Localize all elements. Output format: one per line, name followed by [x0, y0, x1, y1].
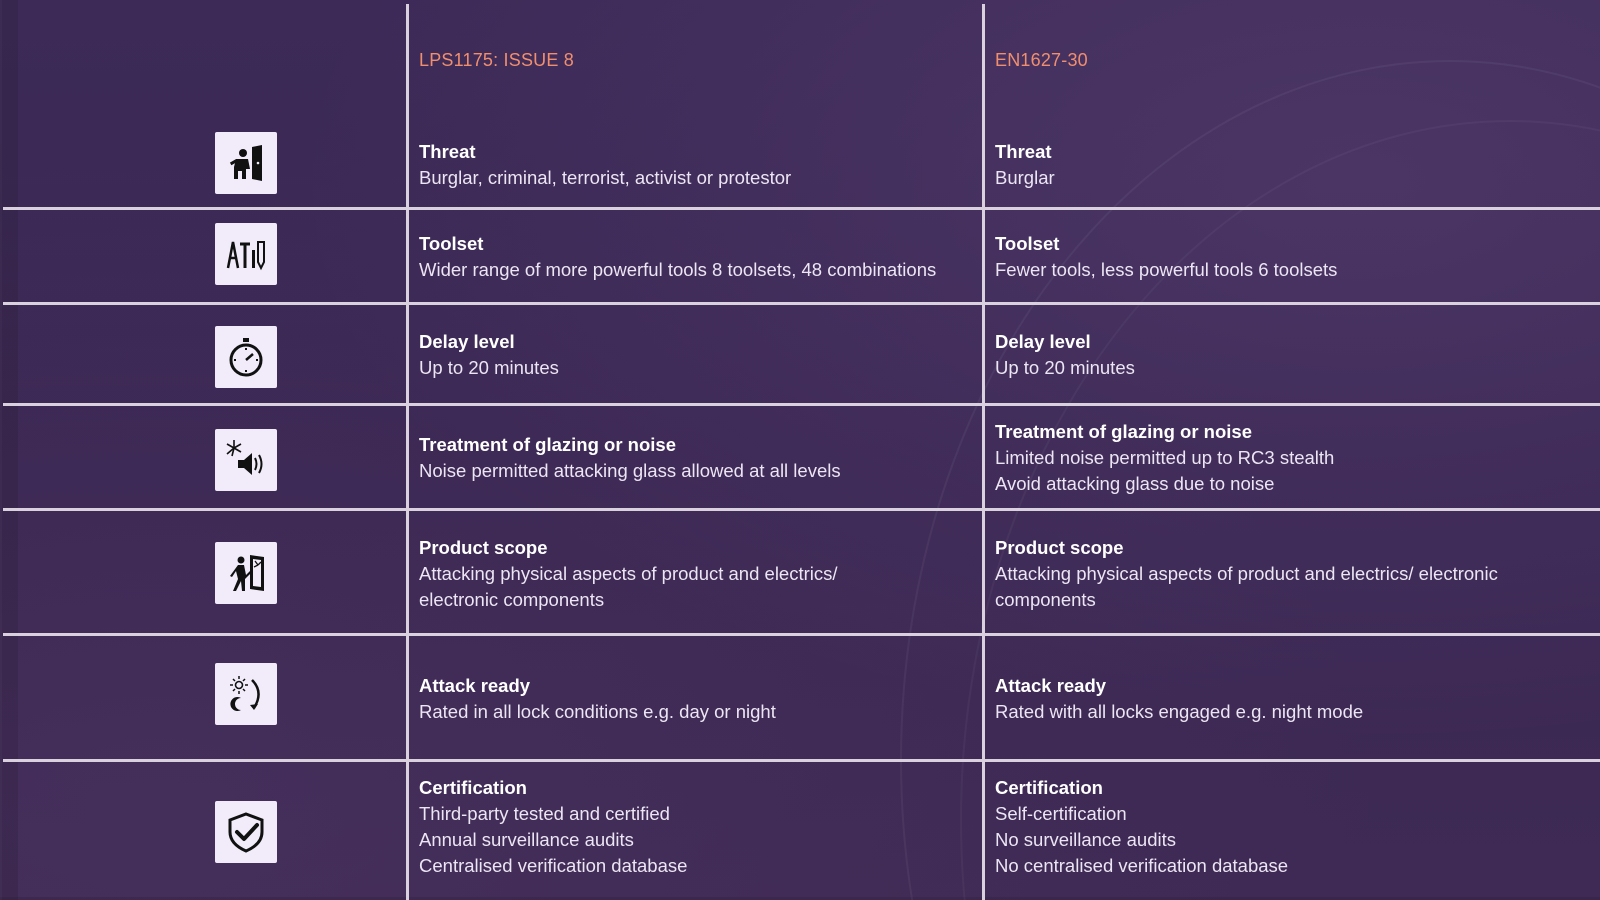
cell-line: Attacking physical aspects of product and electrics/	[419, 563, 838, 584]
cell-label: Product scope	[995, 537, 1124, 558]
glass-noise-icon	[215, 429, 277, 491]
cell-line: Noise permitted attacking glass allowed at all levels	[419, 460, 841, 481]
cell-line: Wider range of more powerful tools 8 toolsets, 48 combinations	[419, 259, 937, 280]
row-glazing-en1627	[995, 419, 1575, 497]
cell-line: Rated with all locks engaged e.g. night mode	[995, 701, 1364, 722]
row-toolset-lps1175	[419, 231, 969, 283]
cell-label: Attack ready	[995, 675, 1107, 696]
row-divider	[3, 759, 1600, 762]
tools-icon	[215, 223, 277, 285]
day-night-icon	[215, 663, 277, 725]
burglar-icon	[215, 132, 277, 194]
row-divider	[3, 207, 1600, 210]
cell-label: Product scope	[419, 537, 548, 558]
cell-label: Threat	[995, 141, 1052, 162]
cell-label: Treatment of glazing or noise	[419, 434, 676, 455]
cell-label: Certification	[995, 777, 1103, 798]
cell-line: Third-party tested and certified	[419, 803, 670, 824]
cell-label: Attack ready	[419, 675, 531, 696]
door-attack-icon	[215, 542, 277, 604]
row-threat-en1627	[995, 139, 1575, 191]
row-threat-lps1175	[419, 139, 969, 191]
row-delay-en1627	[995, 329, 1575, 381]
cell-line: Centralised verification database	[419, 855, 688, 876]
row-glazing-lps1175	[419, 432, 969, 484]
cell-label: Certification	[419, 777, 527, 798]
cell-line: Avoid attacking glass due to noise	[995, 473, 1275, 494]
row-scope-en1627	[995, 535, 1575, 613]
cell-line: Rated in all lock conditions e.g. day or night	[419, 701, 776, 722]
row-delay-lps1175	[419, 329, 969, 381]
row-certification-en1627	[995, 775, 1575, 879]
row-divider	[3, 508, 1600, 511]
cell-line: Self-certification	[995, 803, 1127, 824]
cell-line: Up to 20 minutes	[995, 357, 1135, 378]
cell-line: No surveillance audits	[995, 829, 1176, 850]
row-toolset-en1627	[995, 231, 1575, 283]
cell-label: Delay level	[419, 331, 515, 352]
cell-line: Up to 20 minutes	[419, 357, 559, 378]
cell-line: Burglar	[995, 167, 1055, 188]
row-divider	[3, 302, 1600, 305]
cell-line: Attacking physical aspects of product and electrics/ electronic	[995, 563, 1498, 584]
cell-label: Threat	[419, 141, 476, 162]
column-divider	[982, 4, 985, 900]
row-divider	[3, 403, 1600, 406]
cell-line: Limited noise permitted up to RC3 stealth	[995, 447, 1335, 468]
cell-line: No centralised verification database	[995, 855, 1289, 876]
row-attack-ready-lps1175	[419, 673, 969, 725]
cell-line: components	[995, 589, 1096, 610]
column-header-lps1175: LPS1175: ISSUE 8	[419, 50, 574, 70]
column-header-en1627: EN1627-30	[995, 50, 1088, 70]
row-scope-lps1175	[419, 535, 969, 613]
row-certification-lps1175	[419, 775, 969, 879]
row-divider	[3, 633, 1600, 636]
cell-label: Toolset	[995, 233, 1060, 254]
cell-line: Annual surveillance audits	[419, 829, 634, 850]
cell-label: Treatment of glazing or noise	[995, 421, 1252, 442]
cell-line: Fewer tools, less powerful tools 6 toolsets	[995, 259, 1338, 280]
stopwatch-icon	[215, 326, 277, 388]
cell-line: electronic components	[419, 589, 605, 610]
cell-line: Burglar, criminal, terrorist, activist or protestor	[419, 167, 792, 188]
cell-label: Delay level	[995, 331, 1091, 352]
cell-label: Toolset	[419, 233, 484, 254]
column-divider	[406, 4, 409, 900]
shield-check-icon	[215, 801, 277, 863]
row-attack-ready-en1627	[995, 673, 1575, 725]
